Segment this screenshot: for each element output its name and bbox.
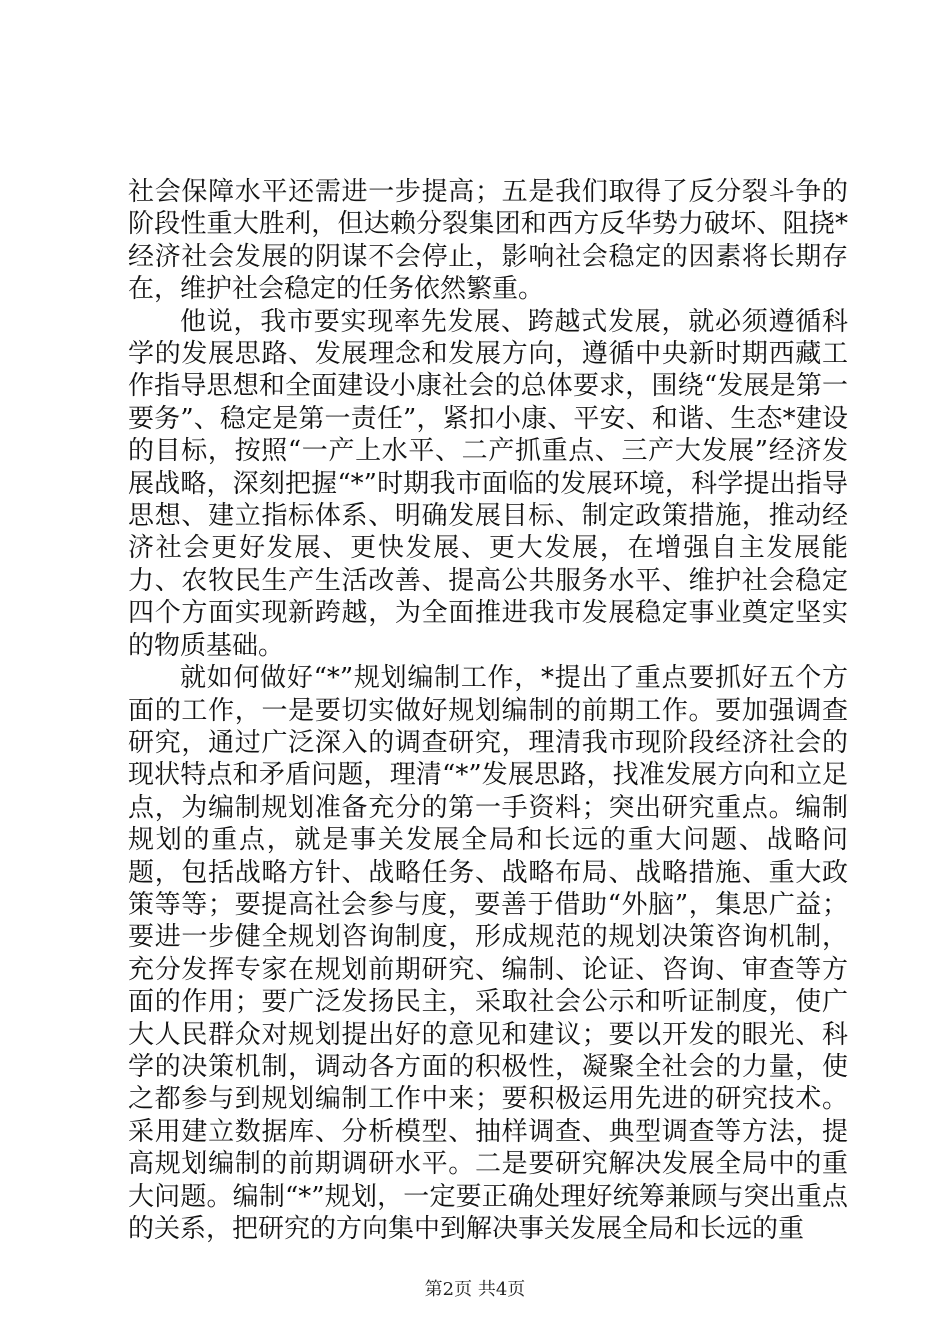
page-footer: 第2页 共4页 [424,1279,526,1300]
paragraph-1: 社会保障水平还需进一步提高；五是我们取得了反分裂斗争的阶段性重大胜利，但达赖分裂集团和西方反华势力破坏、阻挠*经济社会发展的阴谋不会停止，影响社会稳定的因素将长期存在，维护社会稳定的任务依然繁重。 [128,177,848,305]
paragraph-3: 就如何做好“*”规划编制工作，*提出了重点要抓好五个方面的工作，一是要切实做好规划编制的前期工作。要加强调查研究，通过广泛深入的调查研究，理清我市现阶段经济社会的现状特点和矛盾问题，理清“*”发展思路，找准发展方向和立足点，为编制规划准备充分的第一手资料；突出研究重点。编制规划的重点，就是事关发展全局和长远的重大问题、战略问题，包括战略方针、战略任务、战略布局、战略措施、重大政策等等；要提高社会参与度，要善于借助“外脑”，集思广益；要进一步健全规划咨询制度，形成规范的规划决策咨询机制，充分发挥专家在规划前期研究、编制、论证、咨询、审查等方面的作用；要广泛发扬民主，采取社会公示和听证制度，使广大人民群众对规划提出好的意见和建议；要以开发的眼光、科学的决策机制，调动各方面的积极性，凝聚全社会的力量，使之都参与到规划编制工作中来；要积极运用先进的研究技术。采用建立数据库、分析模型、抽样调查、典型调查等方法，提高规划编制的前期调研水平。二是要研究解决发展全局中的重大问题。编制“*”规划，一定要正确处理好统筹兼顾与突出重点的关系，把研究的方向集中到解决事关发展全局和长远的重 [128,663,848,1244]
document-body [128,176,848,1245]
paragraph-2: 他说，我市要实现率先发展、跨越式发展，就必须遵循科学的发展思路、发展理念和发展方向，遵循中央新时期西藏工作指导思想和全面建设小康社会的总体要求，围绕“发展是第一要务”、稳定是第一责任”，紧扣小康、平安、和谐、生态*建设的目标，按照“一产上水平、二产抓重点、三产大发展”经济发展战略，深刻把握“*”时期我市面临的发展环境，科学提出指导思想、建立指标体系、明确发展目标、制定政策措施，推动经济社会更好发展、更快发展、更大发展，在增强自主发展能力、农牧民生产生活改善、提高公共服务水平、维护社会稳定四个方面实现新跨越，为全面推进我市发展稳定事业奠定坚实的物质基础。 [128,306,848,661]
